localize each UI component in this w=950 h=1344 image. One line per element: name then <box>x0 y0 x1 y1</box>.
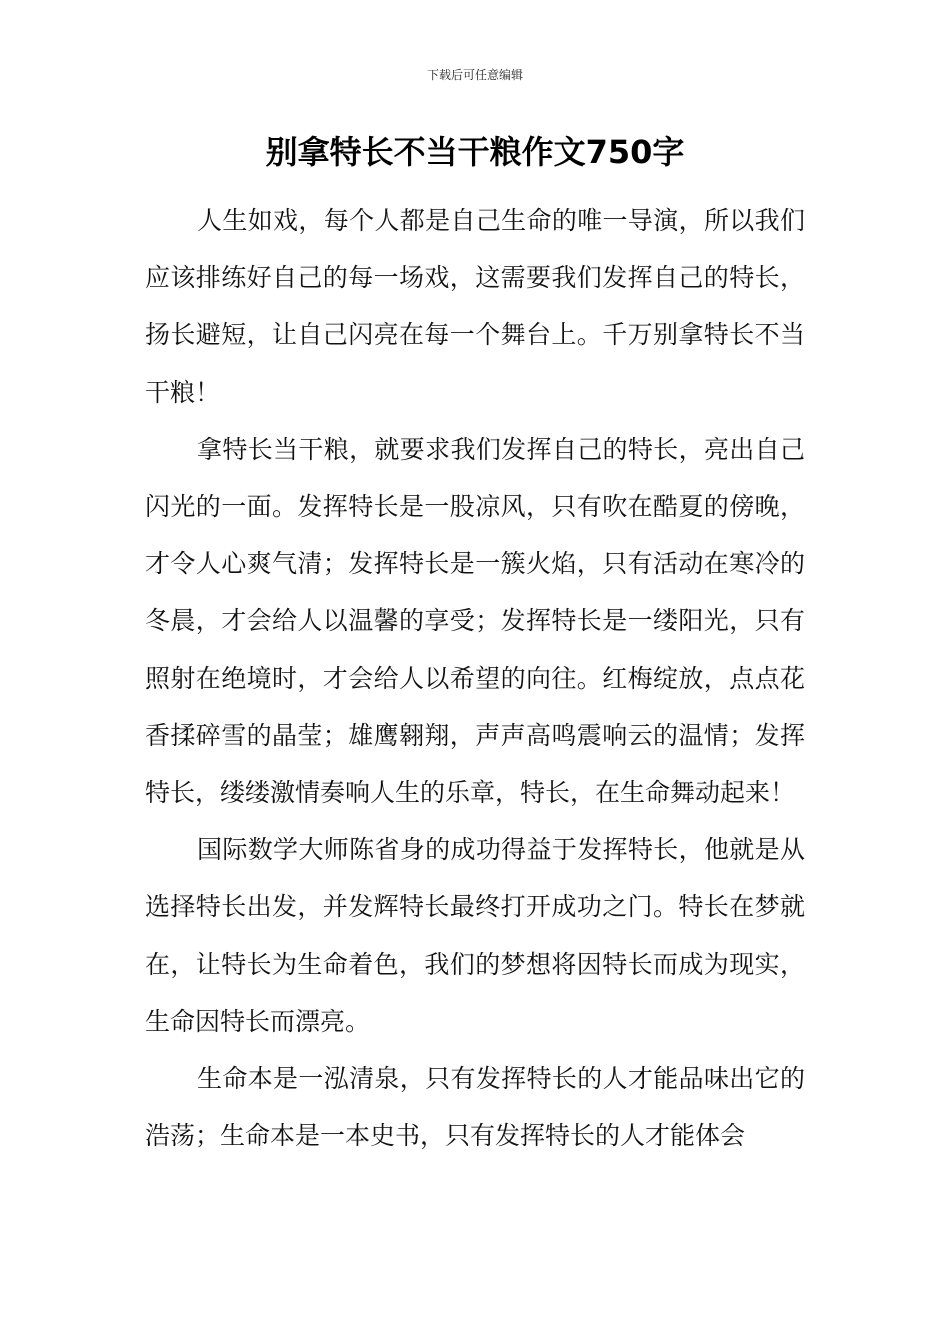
paragraph: 拿特长当干粮，就要求我们发挥自己的特长，亮出自己闪光的一面。发挥特长是一股凉风，只有吹在酷夏的傍晚，才令人心爽气清；发挥特长是一簇火焰，只有活动在寒冷的冬晨，才会给人以温馨的享受；发挥特长是一缕阳光，只有照射在绝境时，才会给人以希望的向往。红梅绽放，点点花香揉碎雪的晶莹；雄鹰翱翔，声声高鸣震响云的温情；发挥特长，缕缕激情奏响人生的乐章，特长，在生命舞动起来！ <box>145 434 805 808</box>
paragraph: 生命本是一泓清泉，只有发挥特长的人才能品味出它的浩荡；生命本是一本史书，只有发挥特长的人才能体会 <box>145 1064 805 1151</box>
paragraph: 国际数学大师陈省身的成功得益于发挥特长，他就是从选择特长出发，并发辉特长最终打开成功之门。特长在梦就在，让特长为生命着色，我们的梦想将因特长而成为现实，生命因特长而漂亮。 <box>145 835 805 1036</box>
document-body <box>145 192 805 1164</box>
header-note: 下载后可任意编辑 <box>426 68 523 82</box>
document-title: 别拿特长不当干粮作文750字 <box>265 133 685 171</box>
paragraph: 人生如戏，每个人都是自己生命的唯一导演，所以我们应该排练好自己的每一场戏，这需要我们发挥自己的特长，扬长避短，让自己闪亮在每一个舞台上。千万别拿特长不当干粮！ <box>145 206 805 407</box>
